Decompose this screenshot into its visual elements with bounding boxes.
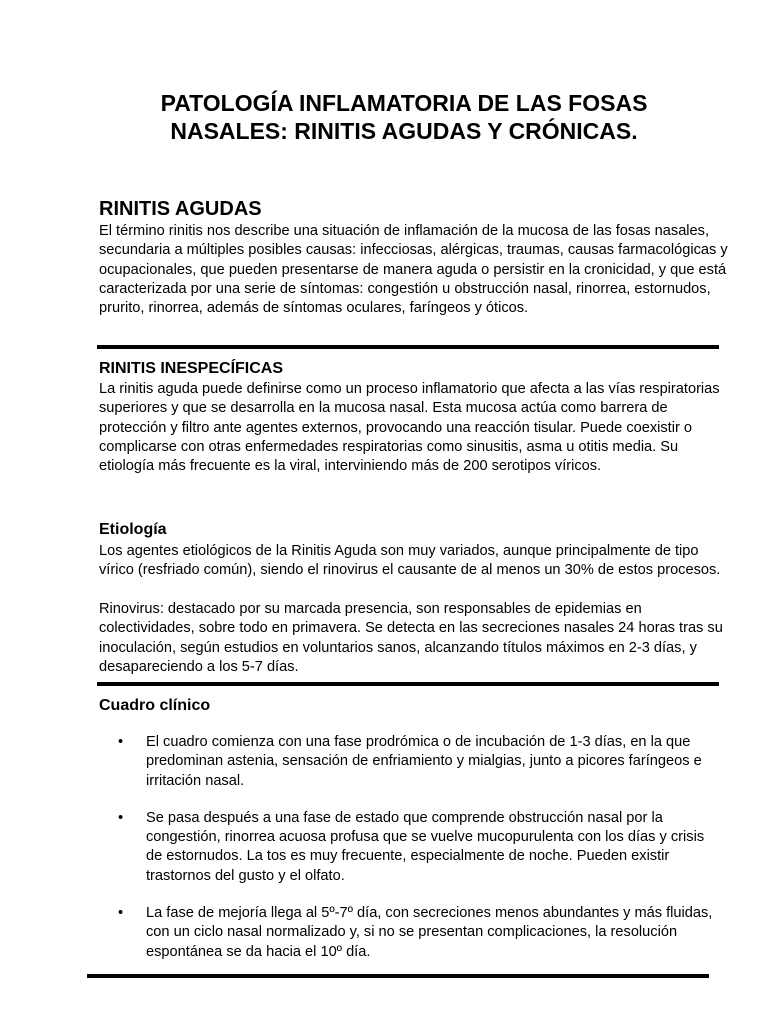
list-item-text: El cuadro comienza con una fase prodrómica o de incubación de 1-3 días, en la que predominan astenia, sensación de enfriamiento y mialgias, junto a picores faríngeos e irritación nasal. [146,734,702,789]
list-item [118,809,718,886]
heading-cuadro-clinico: Cuadro clínico [99,697,211,714]
list-item [118,904,718,962]
paragraph-rinitis-inespecificas: La rinitis aguda puede definirse como un proceso inflamatorio que afecta a las vías respiratorias superiores y que se desarrolla en la mucosa nasal. Esta mucosa actúa como barrera de protección y filtro ante agentes externos, provocando una reacción tisular. Puede coexistir o complicarse con otras enfermedades respiratorias como sinusitis, asma u otitis media. Su etiología más frecuente es la viral, interviniendo más de 200 serotipos víricos. [99,381,720,475]
section-divider [97,682,719,686]
section-divider [97,345,719,349]
bullet-icon: • [118,905,124,922]
list-item-text: La fase de mejoría llega al 5º-7º día, con secreciones menos abundantes y más fluidas, con un ciclo nasal normalizado y, si no se presentan complicaciones, la resolución espontánea se da hacia el 10º día. [146,905,713,960]
paragraph-rinitis-agudas: El término rinitis nos describe una situación de inflamación de la mucosa de las fosas nasales, secundaria a múltiples posibles causas: infecciosas, alérgicas, traumas, causas farmacológicas y ocupacionales, que pueden presentarse de manera aguda o persistir en la cronicidad, y que está caracterizada por una serie de síntomas: congestión u obstrucción nasal, rinorrea, estornudos, prurito, rinorrea, además de síntomas oculares, faríngeos y óticos. [99,223,728,317]
bullet-icon: • [118,734,124,750]
paragraph-etiologia-1: Los agentes etiológicos de la Rinitis Aguda son muy variados, aunque principalmente de tipo vírico (resfriado común), siendo el rinovirus el causante de al menos un 30% de estos procesos. [99,543,721,579]
heading-rinitis-agudas: RINITIS AGUDAS [99,198,262,220]
paragraph-etiologia-2: Rinovirus: destacado por su marcada presencia, son responsables de epidemias en colectividades, sobre todo en primavera. Se detecta en las secreciones nasales 24 horas tras su inoculación, según estudios en voluntarios sanos, alcanzando títulos máximos en 2-3 días, y desapareciendo a los 5-7 días. [99,601,723,675]
bullet-icon: • [118,809,124,826]
section-divider [87,974,709,978]
list-item-text: Se pasa después a una fase de estado que comprende obstrucción nasal por la congestión, rinorrea acuosa profusa que se vuelve mucopurulenta con los días y crisis de estornudos. La tos es muy frecuente, especialmente de noche. Pueden existir trastornos del gusto y el olfato. [146,809,705,884]
clinical-bullet-list [118,733,718,980]
heading-rinitis-inespecificas: RINITIS INESPECÍFICAS [99,360,284,377]
heading-etiologia: Etiología [99,521,167,538]
document-title: PATOLOGÍA INFLAMATORIA DE LAS FOSAS NASALES: RINITIS AGUDAS Y CRÓNICAS. [160,90,648,144]
list-item [118,733,718,791]
